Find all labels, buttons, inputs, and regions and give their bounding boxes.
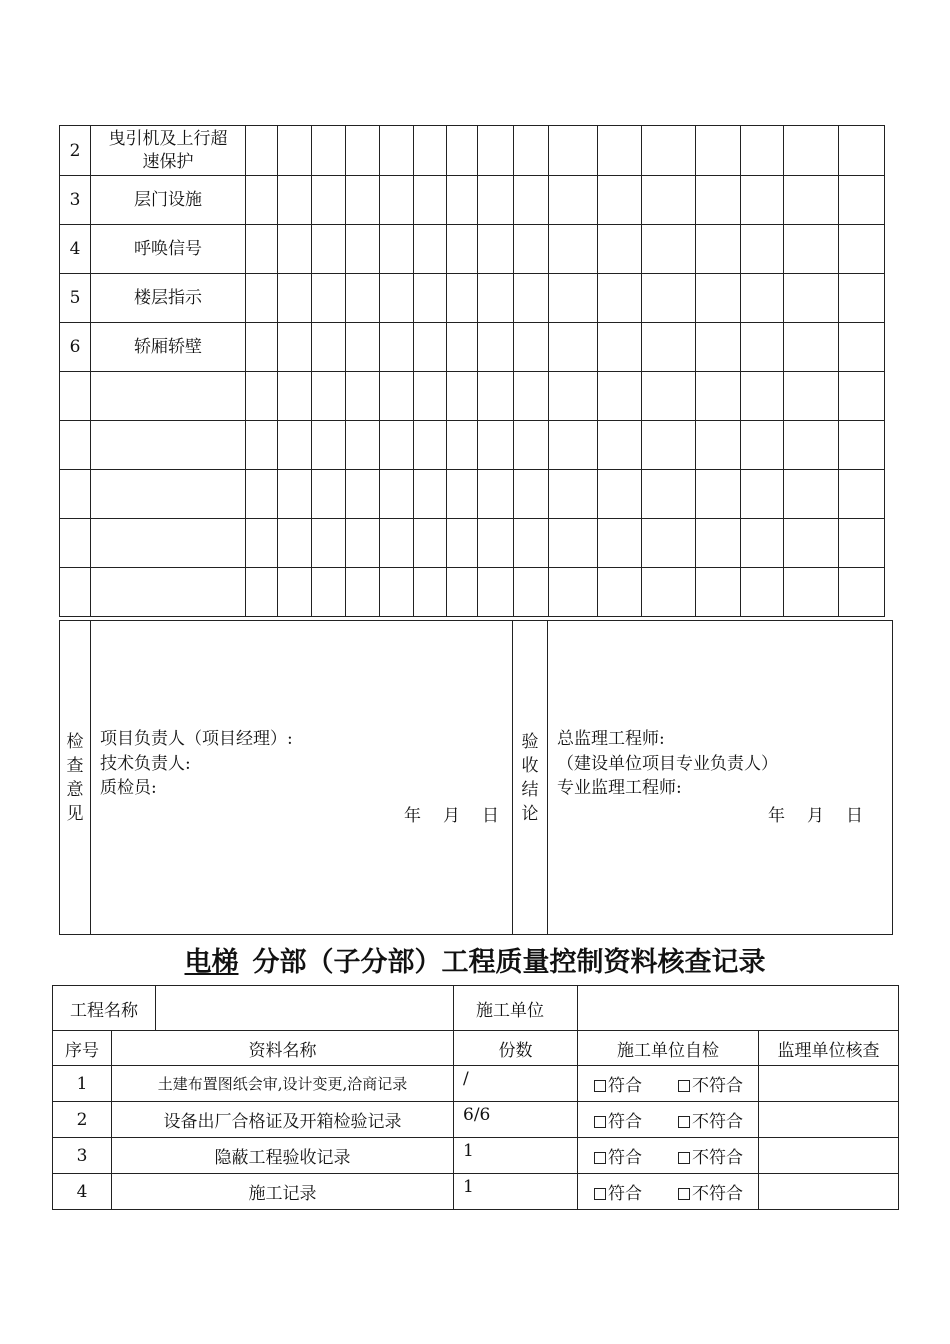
table-row [53,1066,899,1102]
row-number: 2 [53,1102,112,1138]
supervising-engineer-line: 专业监理工程师: [557,778,682,798]
project-name-label: 工程名称 [53,986,156,1031]
copies-count: 6/6 [454,1102,578,1138]
item-number: 4 [60,225,91,274]
header-document-name: 资料名称 [112,1031,454,1066]
technical-lead-line: 技术负责人: [100,753,191,774]
check-opinion-label: 检 查 意 见 [60,621,91,935]
conform-checkbox[interactable] [594,1116,606,1128]
supervisor-check-cell[interactable] [759,1102,899,1138]
table-row [60,568,885,617]
table-row [60,225,885,274]
header-seq: 序号 [53,1031,112,1066]
form-title: 电梯 分部（子分部）工程质量控制资料核查记录 [184,947,766,978]
row-number: 3 [53,1138,112,1174]
table-row [53,1102,899,1138]
conform-checkbox[interactable] [594,1080,606,1092]
copies-count: / [454,1066,578,1102]
header-contractor-check: 施工单位自检 [578,1031,759,1066]
table-row [60,470,885,519]
owner-representative-line: （建设单位项目专业负责人） [557,753,778,774]
copies-count: 1 [454,1174,578,1210]
table-row [60,274,885,323]
table-row [60,421,885,470]
nonconform-checkbox[interactable] [678,1116,690,1128]
table-row [60,519,885,568]
item-name: 层门设施 [91,176,246,225]
records-table [52,985,899,1210]
item-name: 轿厢轿壁 [91,323,246,372]
nonconform-checkbox[interactable] [678,1152,690,1164]
table-row [60,323,885,372]
contractor-label: 施工单位 [454,986,578,1031]
project-name-value [156,986,454,1031]
project-manager-line: 项目负责人（项目经理）: [100,729,293,749]
document-name: 隐蔽工程验收记录 [112,1138,454,1174]
table-row [60,126,885,176]
document-name: 施工记录 [112,1174,454,1210]
self-check-options: 符合 不符合 [578,1102,759,1138]
self-check-options: 符合 不符合 [578,1138,759,1174]
conform-checkbox[interactable] [594,1152,606,1164]
supervisor-check-cell[interactable] [759,1066,899,1102]
contractor-value [578,986,899,1031]
item-number: 3 [60,176,91,225]
quality-inspector-line: 质检员: [100,778,157,798]
header-copies: 份数 [454,1031,578,1066]
inspection-table [59,125,885,617]
nonconform-checkbox[interactable] [678,1188,690,1200]
supervisor-check-cell[interactable] [759,1174,899,1210]
self-check-options: 符合 不符合 [578,1066,759,1102]
check-opinion-cell [91,621,513,935]
item-name: 呼唤信号 [91,225,246,274]
row-number: 1 [53,1066,112,1102]
chief-supervisor-line: 总监理工程师: [557,729,665,749]
table-row [60,176,885,225]
document-name: 设备出厂合格证及开箱检验记录 [112,1102,454,1138]
item-number: 6 [60,323,91,372]
row-number: 4 [53,1174,112,1210]
header-supervisor-check: 监理单位核查 [759,1031,899,1066]
copies-count: 1 [454,1138,578,1174]
item-name: 楼层指示 [91,274,246,323]
nonconform-checkbox[interactable] [678,1080,690,1092]
supervisor-check-cell[interactable] [759,1138,899,1174]
item-number: 2 [60,126,91,176]
document-name: 土建布置图纸会审,设计变更,洽商记录 [112,1066,454,1102]
acceptance-date: 年 月 日 [768,806,863,826]
signoff-table [59,620,893,935]
signoff-date: 年 月 日 [404,806,499,826]
table-row [53,1138,899,1174]
table-row [60,372,885,421]
table-row [53,1174,899,1210]
item-name: 曳引机及上行超 速保护 [91,126,246,176]
self-check-options: 符合 不符合 [578,1174,759,1210]
item-number: 5 [60,274,91,323]
acceptance-label: 验 收 结 论 [513,621,548,935]
acceptance-cell [548,621,893,935]
conform-checkbox[interactable] [594,1188,606,1200]
